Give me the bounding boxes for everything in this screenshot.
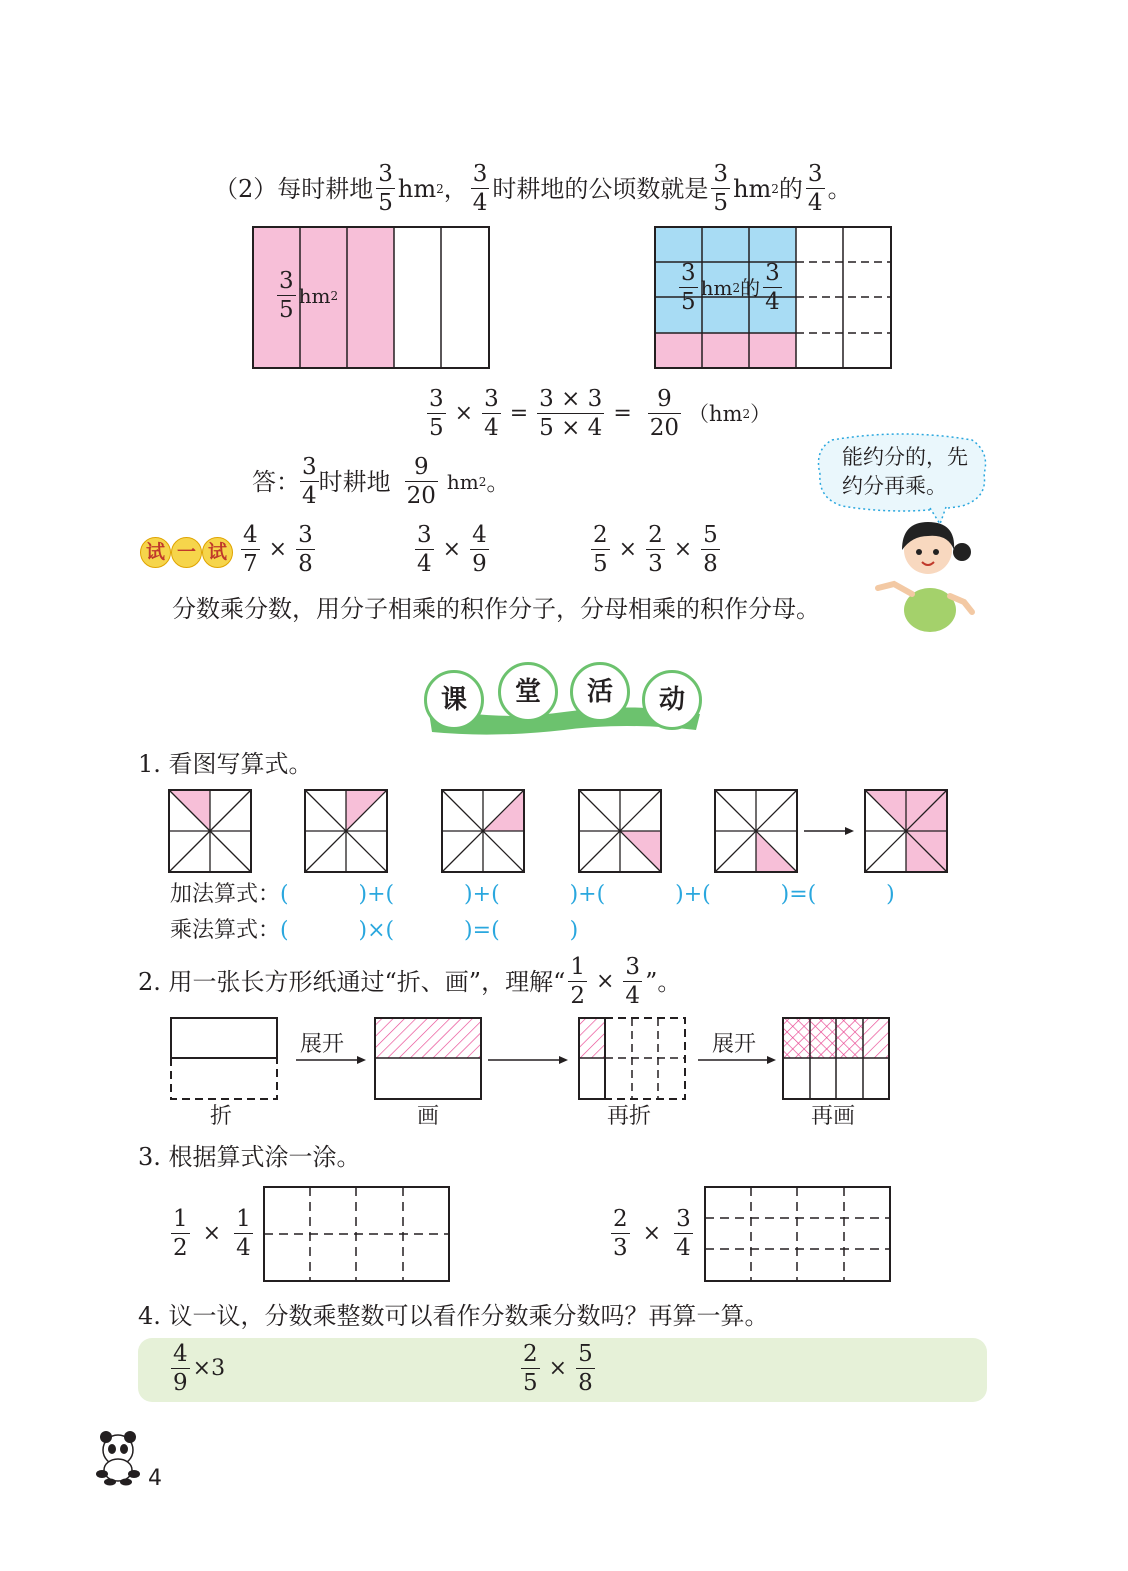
- rule-text: 分数乘分数，用分子相乘的积作分子，分母相乘的积作分母。: [172, 595, 820, 623]
- multiplication-equation: $\frac{3}{5}$ × $\frac{3}{4}$ = $\frac{3 \times 3}{5 \times 4}$ = $\frac{9}{20}$ （hm 2 ）: [429, 386, 772, 441]
- page-number: 4: [148, 1466, 162, 1491]
- square-result: [865, 790, 947, 872]
- activity-title-char: 课: [424, 670, 484, 730]
- question-4-exercise-1: $\frac{4}{9}$ ×3: [173, 1341, 226, 1396]
- addition-blanks[interactable]: ( )+( )+( )+( )+( )=( ): [280, 882, 895, 907]
- step-label-unfold-2: 展开: [712, 1032, 757, 1057]
- fraction: $\frac{3}{5}$: [378, 161, 393, 216]
- question-3-title: 3. 根据算式涂一涂。: [138, 1143, 361, 1171]
- addition-formula-row: 加法算式：( )+( )+( )+( )+( )=( ): [170, 882, 895, 907]
- try-it-exercise-2: $\frac{3}{4}$ × $\frac{4}{9}$: [417, 522, 487, 577]
- step-label-refold: 再折: [607, 1104, 652, 1129]
- activity-title-char: 活: [570, 662, 630, 722]
- step-label-draw: 画: [417, 1104, 440, 1129]
- step-label-fold: 折: [210, 1104, 233, 1129]
- question-3-exercise-2: $\frac{2}{3}$ × $\frac{3}{4}$: [613, 1206, 691, 1261]
- square-4: [579, 790, 661, 872]
- activity-title-char: 堂: [498, 662, 558, 722]
- girl-illustration: [872, 516, 982, 636]
- eighths-squares: [168, 789, 958, 875]
- activity-title-char: 动: [642, 670, 702, 730]
- try-it-exercise-1: $\frac{4}{7}$ × $\frac{3}{8}$: [243, 522, 313, 577]
- question-1-title: 1. 看图写算式。: [138, 750, 313, 778]
- multiplication-blanks[interactable]: ( )×( )=( ): [280, 918, 579, 943]
- bubble-text: 能约分的，先 约分再乘。: [842, 445, 968, 498]
- square-3: [442, 790, 524, 872]
- square-2: [305, 790, 387, 872]
- fraction: $\frac{3}{5}$: [713, 161, 729, 216]
- try-it-exercise-3: $\frac{2}{5}$ × $\frac{2}{3}$ × $\frac{5}{8}$: [593, 522, 718, 577]
- answer-line: 答： $\frac{3}{4}$ 时耕地 $\frac{9}{20}$ hm 2 。: [252, 454, 511, 509]
- multiplication-formula-row: 乘法算式：( )×( )=( ): [170, 918, 579, 943]
- diagram-label-right: $\frac{3}{5}$ hm 2 的 $\frac{3}{4}$: [681, 260, 780, 315]
- square-5: [715, 790, 797, 872]
- question-3-exercise-1: $\frac{1}{2}$ × $\frac{1}{4}$: [173, 1206, 251, 1261]
- fraction: $\frac{3}{4}$: [472, 161, 488, 216]
- question-4-exercise-2: $\frac{2}{5}$ × $\frac{5}{8}$: [523, 1341, 593, 1396]
- question-4-title: 4. 议一议，分数乘整数可以看作分数乘分数吗？再算一算。: [138, 1302, 769, 1330]
- square-1: [169, 790, 251, 872]
- shading-grid-2[interactable]: [704, 1186, 894, 1284]
- fraction: $\frac{3}{4}$: [807, 161, 823, 216]
- part2-heading: （2）每时耕地 $\frac{3}{5}$ hm 2 ， $\frac{3}{4}$ 时耕地的公顷数就是 $\frac{3}{5}$ hm 2 的 $\frac{3}{4}$ 。: [214, 161, 852, 216]
- shading-grid-1[interactable]: [263, 1186, 453, 1284]
- fold-and-draw-steps: [170, 1015, 900, 1105]
- question-2-title: 2. 用一张长方形纸通过“折、画”，理解“ $\frac{1}{2}$ × $\frac{3}{4}$ ”。: [138, 954, 682, 1009]
- panda-icon: [92, 1430, 144, 1486]
- diagram-label-left: $\frac{3}{5}$ hm 2: [279, 268, 339, 323]
- step-label-redraw: 再画: [811, 1104, 856, 1129]
- step-label-unfold: 展开: [300, 1032, 345, 1057]
